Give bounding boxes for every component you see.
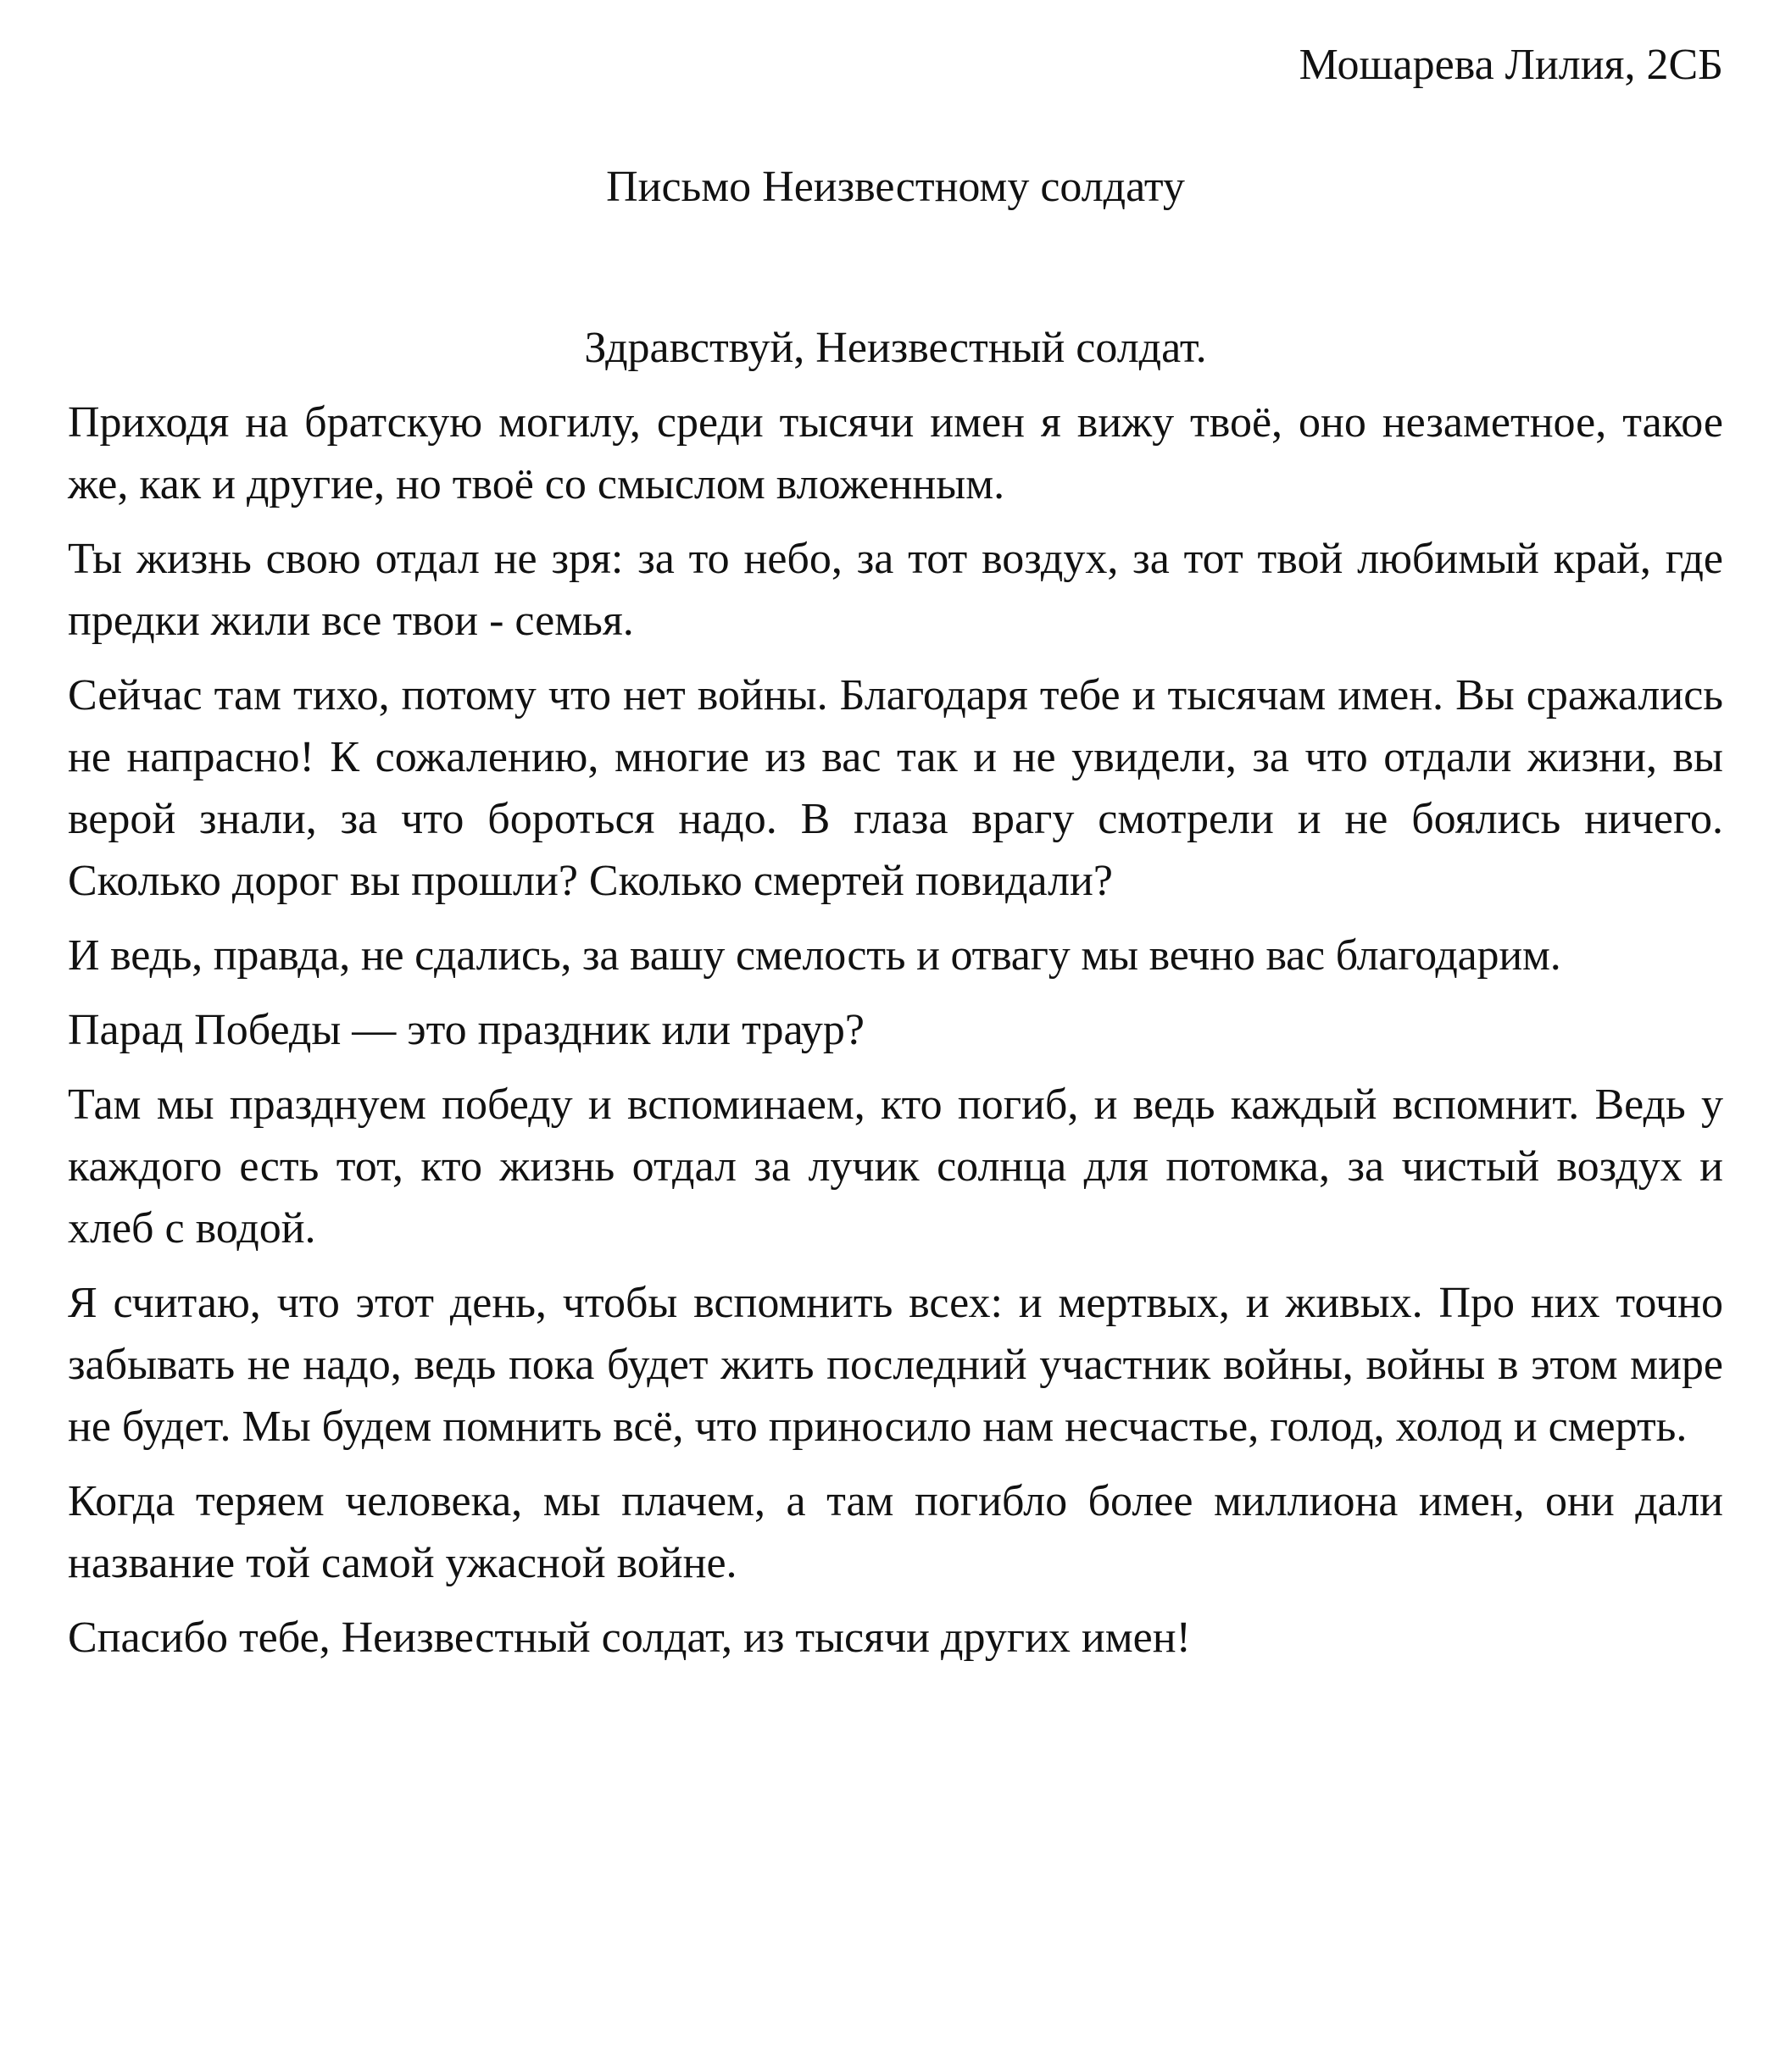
paragraph-3: Сейчас там тихо, потому что нет войны. Благодаря тебе и тысячам имен. Вы сражались не напрасно! К сожалению, многие из вас так и не увидели, за что отдали жизни, вы верой знали, за что бороться надо. В глаза врагу смотрели и не боялись ничего. Сколько дорог вы прошли? Сколько смертей повидали? <box>68 671 1723 905</box>
paragraph-1: Приходя на братскую могилу, среди тысячи имен я вижу твоё, оно незаметное, такое же, как и другие, но твоё со смыслом вложенным. <box>68 398 1723 508</box>
paragraph-6: Там мы празднуем победу и вспоминаем, кто погиб, и ведь каждый вспомнит. Ведь у каждого есть тот, кто жизнь отдал за лучик солнца для потомка, за чистый воздух и хлеб с водой. <box>68 1080 1723 1253</box>
author-line: Мошарева Лилия, 2СБ <box>1299 41 1723 89</box>
paragraph-4: И ведь, правда, не сдались, за вашу смелость и отвагу мы вечно вас благодарим. <box>68 931 1561 980</box>
paragraph-5: Парад Победы — это праздник или траур? <box>68 1006 865 1054</box>
paragraph-8: Когда теряем человека, мы плачем, а там погибло более миллиона имен, они дали название той самой ужасной войне. <box>68 1477 1723 1587</box>
paragraph-9: Спасибо тебе, Неизвестный солдат, из тысячи других имен! <box>68 1614 1191 1662</box>
letter-greeting: Здравствуй, Неизвестный солдат. <box>584 324 1207 372</box>
paragraph-7: Я считаю, что этот день, чтобы вспомнить всех: и мертвых, и живых. Про них точно забывать не надо, ведь пока будет жить последний участник войны, войны в этом мире не будет. Мы будем помнить всё, что приносило нам несчастье, голод, холод и смерть. <box>68 1279 1723 1451</box>
letter-title: Письмо Неизвестному солдату <box>606 163 1185 211</box>
paragraph-2: Ты жизнь свою отдал не зря: за то небо, за тот воздух, за тот твой любимый край, где предки жили все твои - семья. <box>68 535 1723 645</box>
